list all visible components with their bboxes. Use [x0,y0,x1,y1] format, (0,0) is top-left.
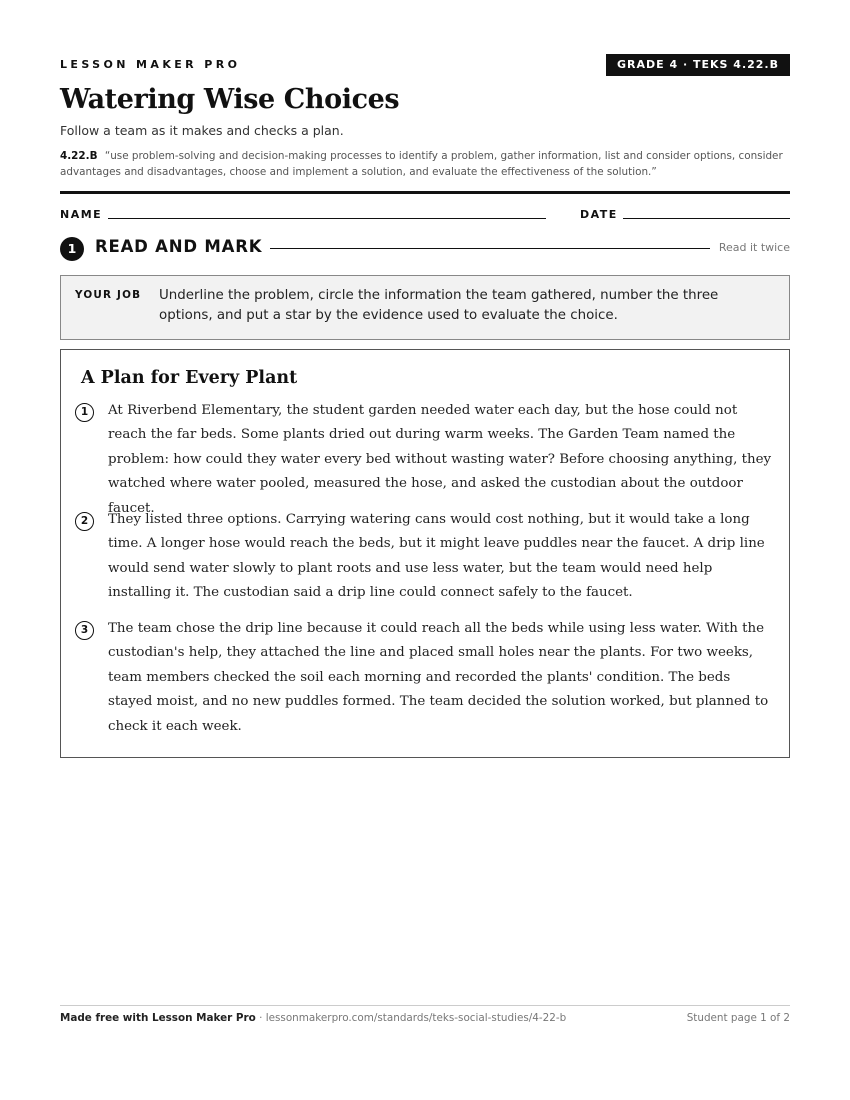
paragraph-number: 2 [75,512,94,531]
job-text: Underline the problem, circle the information the team gathered, number the three options, and put a star by the evidence used to evaluate the choice. [159,288,719,323]
page-title: Watering Wise Choices [60,84,400,115]
worksheet-page [60,0,790,1100]
story-box [60,349,790,758]
name-date-row [60,207,790,223]
footer-credit [60,1012,566,1024]
standard-text: “use problem-solving and decision-making processes to identify a problem, gather information, list and consider options, consider advantages and disadvantages, choose and implement a solution, and evaluate the effectiveness of the solution.” [60,150,783,178]
paragraph-number: 3 [75,621,94,640]
section-title: READ AND MARK [95,237,263,256]
section-number: 1 [60,237,84,261]
top-row [60,55,790,79]
section-header [60,236,790,260]
footer-page-number: Student page 1 of 2 [686,1012,790,1024]
standard-description [60,148,790,180]
paragraph-number: 1 [75,403,94,422]
date-field[interactable] [623,218,790,219]
story-paragraph: At Riverbend Elementary, the student garden needed water each day, but the hose could not reach the far beds. Some plants dried out during warm weeks. The Garden Team named the problem: how could they water every bed without wasting water? Before choosing anything, they watched where water pooled, measured the hose, and asked the custodian about the outdoor faucet. [108,403,772,516]
story-title: A Plan for Every Plant [81,368,298,388]
footer-divider [60,1005,790,1006]
name-field[interactable] [108,218,546,219]
grade-badge: GRADE 4 · TEKS 4.22.B [606,54,790,76]
footer-made-with: Made free with Lesson Maker Pro [60,1012,256,1024]
job-label: YOUR JOB [75,289,142,301]
name-label: NAME [60,208,103,221]
section-divider [270,248,710,249]
page-subtitle: Follow a team as it makes and checks a plan. [60,123,344,138]
header-divider [60,191,790,194]
footer-separator: · [255,1012,266,1024]
section-note: Read it twice [718,241,790,254]
brand-name: LESSON MAKER PRO [60,58,241,71]
standard-code: 4.22.B [60,150,98,162]
date-label: DATE [580,208,618,221]
story-paragraph: They listed three options. Carrying watering cans would cost nothing, but it would take a long time. A longer hose would reach the beds, but it might leave puddles near the faucet. A drip line would send water slowly to plant roots and use less water, but the team would need help installing it. The custodian said a drip line could connect safely to the faucet. [108,512,765,601]
story-paragraph: The team chose the drip line because it could reach all the beds while using less water. With the custodian's help, they attached the line and placed small holes near the plants. For two weeks, team members checked the soil each morning and recorded the plants' condition. The beds stayed moist, and no new puddles formed. The team decided the solution worked, but planned to check it each week. [108,621,769,734]
job-instructions-box [60,275,790,340]
footer-url[interactable]: lessonmakerpro.com/standards/teks-social-studies/4-22-b [265,1012,567,1024]
